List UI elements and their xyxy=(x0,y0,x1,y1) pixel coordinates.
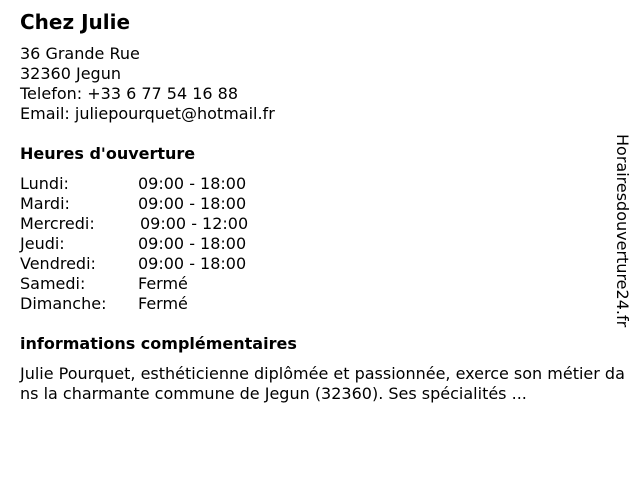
hours-row-sunday xyxy=(20,294,300,314)
time-value: Fermé xyxy=(138,274,188,293)
phone-number: Telefon: +33 6 77 54 16 88 xyxy=(20,84,239,103)
hours-row-wednesday xyxy=(20,214,300,234)
time-value: 09:00 - 18:00 xyxy=(138,174,247,193)
day-label: Vendredi: xyxy=(20,254,96,273)
hours-row-saturday xyxy=(20,274,300,294)
day-label: Mercredi: xyxy=(20,214,95,233)
time-value: 09:00 - 12:00 xyxy=(140,214,249,233)
day-label: Mardi: xyxy=(20,194,70,213)
contact-block xyxy=(20,44,275,124)
street-address: 36 Grande Rue xyxy=(20,44,140,63)
time-value: 09:00 - 18:00 xyxy=(138,254,247,273)
additional-info-heading: informations complémentaires xyxy=(20,334,297,353)
time-value: Fermé xyxy=(138,294,188,313)
opening-hours-table xyxy=(20,174,300,314)
additional-info-text: Julie Pourquet, esthéticienne diplômée et passionnée, exerce son métier dans la charmante commune de Jegun (32360). Ses spécialités ... xyxy=(20,364,625,403)
opening-hours-heading: Heures d'ouverture xyxy=(20,144,196,163)
site-watermark: Horairesdouverture24.fr xyxy=(613,134,632,328)
day-label: Dimanche: xyxy=(20,294,107,313)
day-label: Samedi: xyxy=(20,274,86,293)
hours-row-friday xyxy=(20,254,300,274)
hours-row-monday xyxy=(20,174,300,194)
email-address: Email: juliepourquet@hotmail.fr xyxy=(20,104,275,123)
day-label: Lundi: xyxy=(20,174,69,193)
business-name: Chez Julie xyxy=(20,10,131,34)
time-value: 09:00 - 18:00 xyxy=(138,234,247,253)
city-postcode: 32360 Jegun xyxy=(20,64,121,83)
hours-row-tuesday xyxy=(20,194,300,214)
day-label: Jeudi: xyxy=(20,234,65,253)
hours-row-thursday xyxy=(20,234,300,254)
time-value: 09:00 - 18:00 xyxy=(138,194,247,213)
